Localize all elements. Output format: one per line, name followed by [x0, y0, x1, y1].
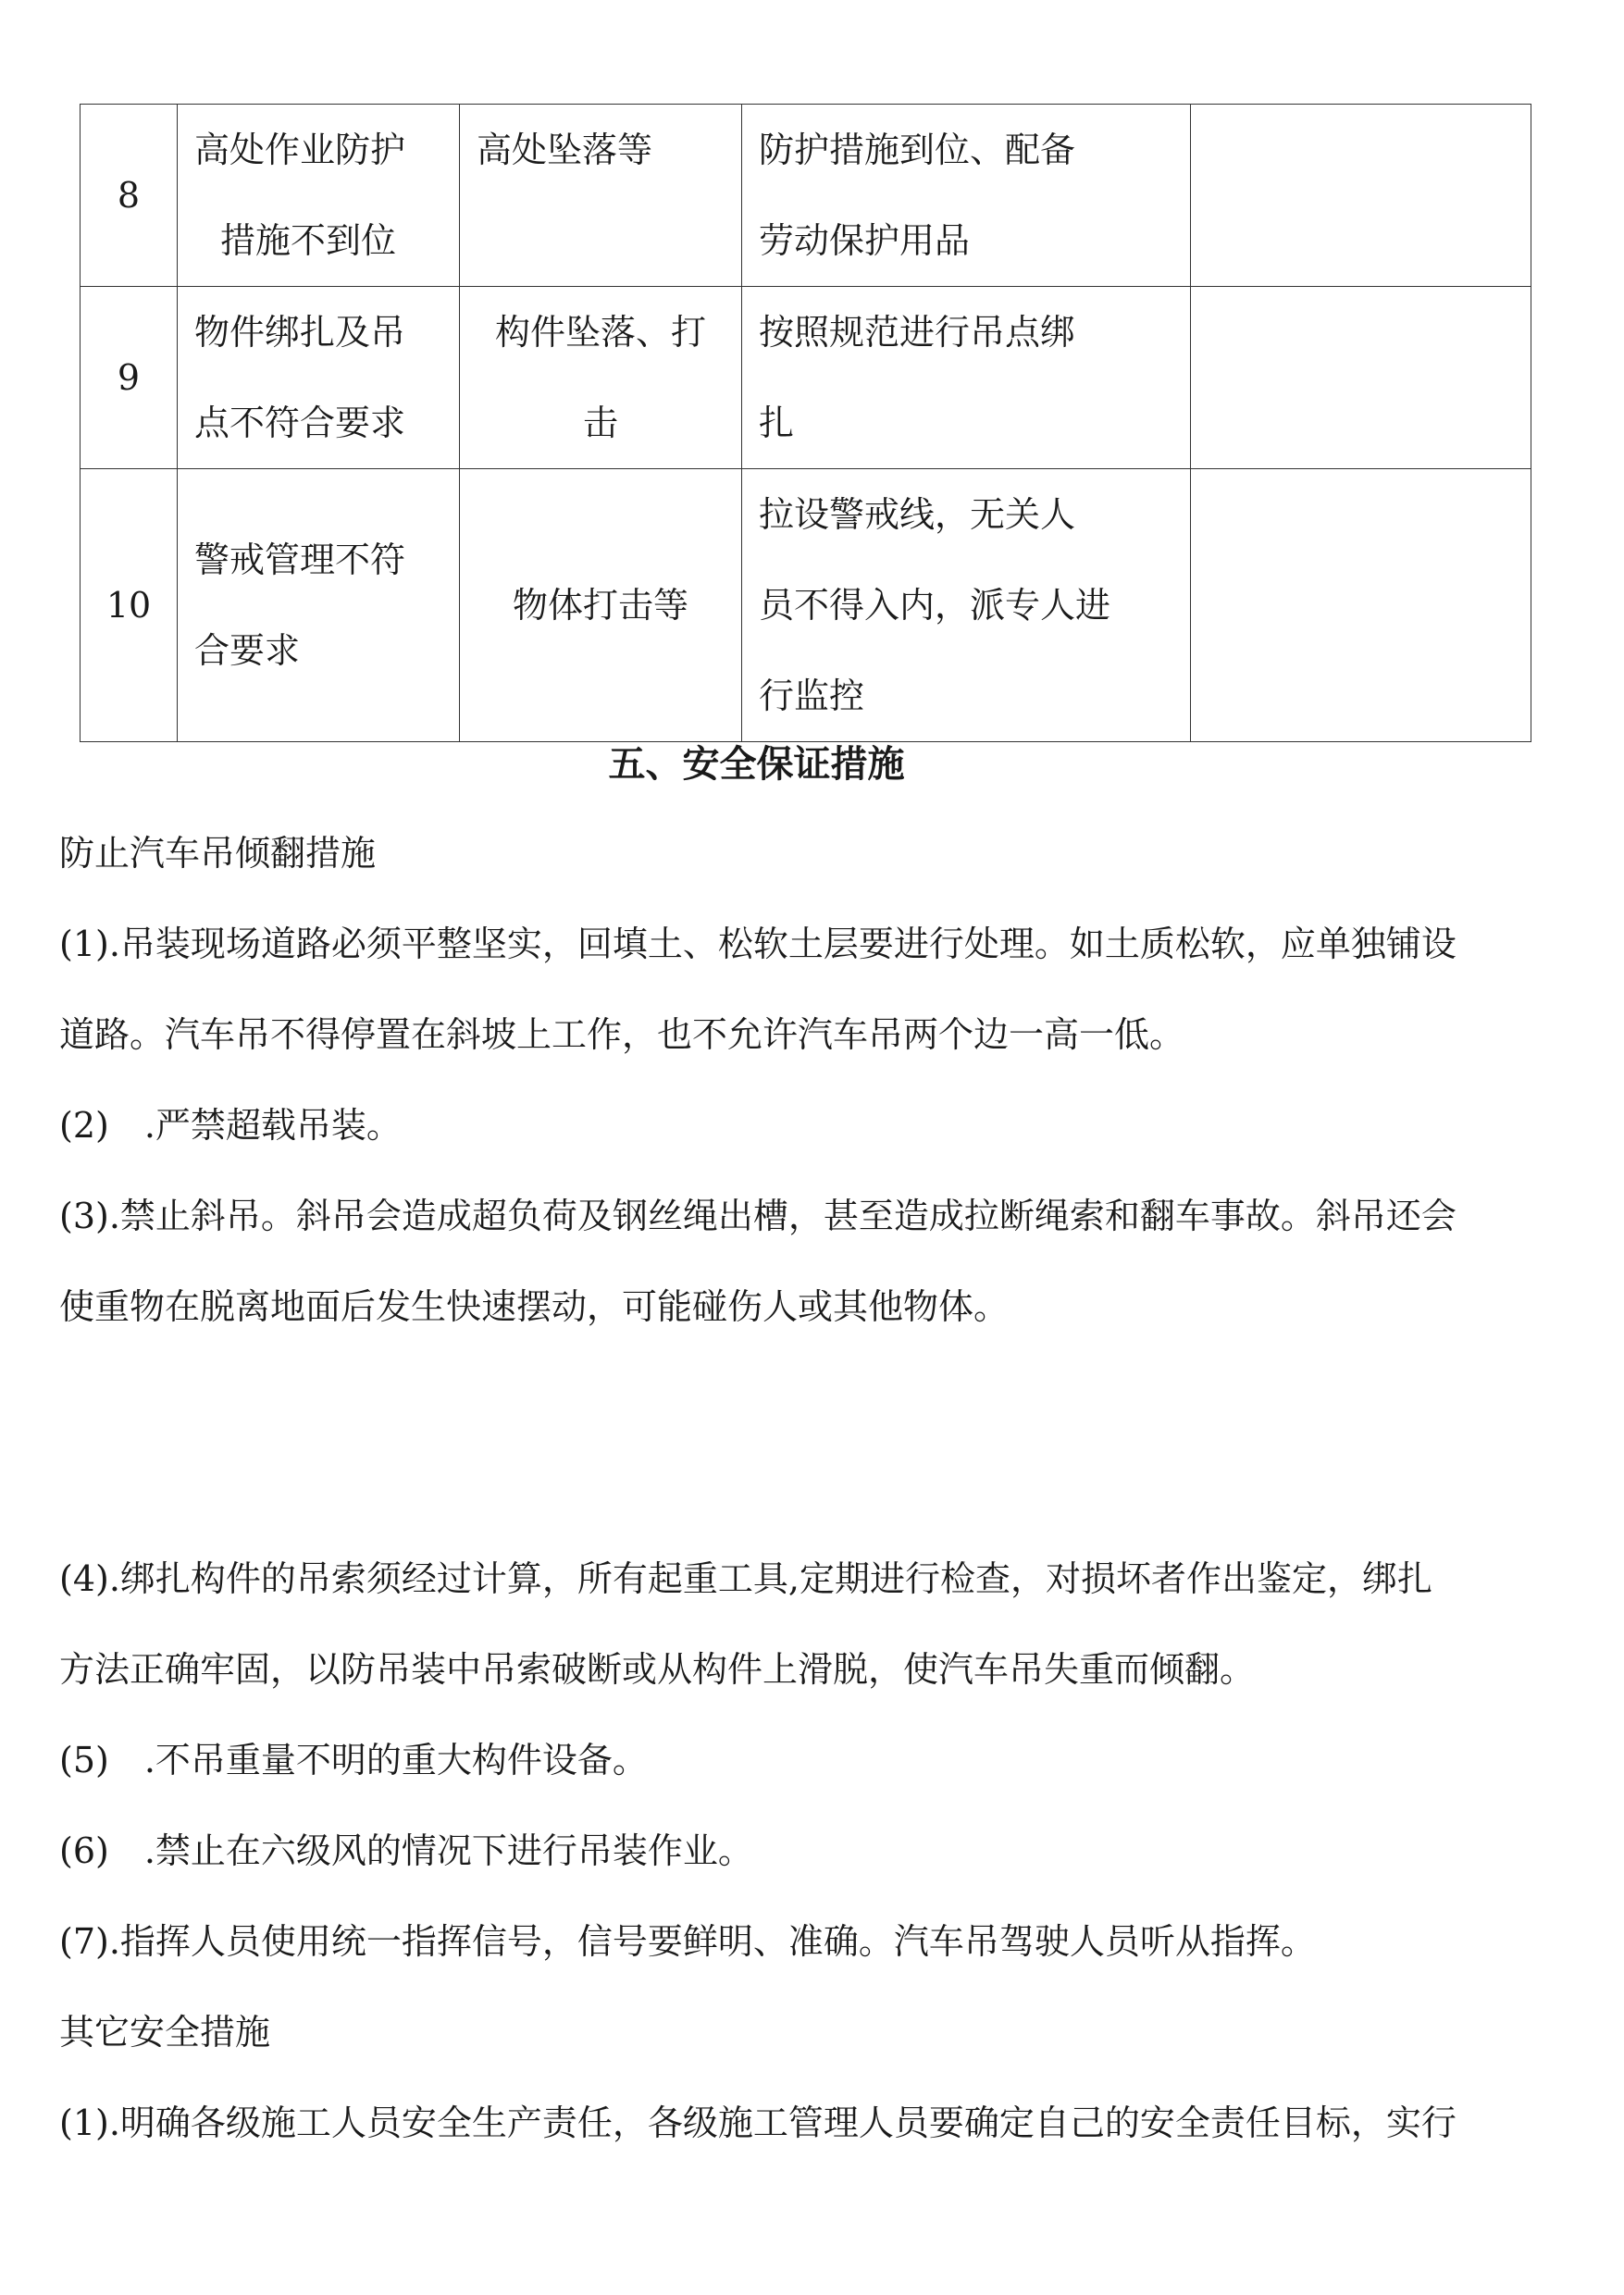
- measure-1-line-2: 道路。汽车吊不得停置在斜坡上工作，也不允许汽车吊两个边一高一低。: [59, 1014, 1185, 1055]
- measure-2: (2) .严禁超载吊装。: [59, 1105, 402, 1146]
- measure-4-line-1: (4).绑扎构件的吊索须经过计算，所有起重工具,定期进行检查，对损坏者作出鉴定，绑扎: [59, 1558, 1432, 1599]
- risk-type-line: 物体打击等: [512, 585, 688, 626]
- risk-type: [460, 469, 742, 742]
- measure-3-line-1: (3).禁止斜吊。斜吊会造成超负荷及钢丝绳出槽，甚至造成拉断绳索和翻车事故。斜吊还会: [59, 1196, 1457, 1236]
- subheading-other-measures: 其它安全措施: [59, 2012, 271, 2053]
- measure-5: (5) .不吊重量不明的重大构件设备。: [59, 1740, 648, 1780]
- row-number: 10: [81, 469, 178, 742]
- subheading-anti-overturn: 防止汽车吊倾翻措施: [59, 833, 377, 874]
- control-measure: [742, 287, 1191, 469]
- measure-4-line-2: 方法正确牢固，以防吊装中吊索破断或从构件上滑脱，使汽车吊失重而倾翻。: [59, 1649, 1256, 1690]
- control-measure-line: 劳动保护用品: [759, 220, 971, 261]
- control-measure-line: 防护措施到位、配备: [759, 130, 1076, 170]
- risk-type-line: 高处坠落等: [477, 130, 653, 170]
- table-row: [81, 469, 1531, 742]
- note-cell: [1191, 287, 1531, 469]
- row-number: 8: [81, 105, 178, 287]
- note-cell: [1191, 105, 1531, 287]
- control-measure-line: 行监控: [759, 676, 865, 716]
- table-row: [81, 287, 1531, 469]
- hazard-item-line: 合要求: [194, 630, 301, 671]
- control-measure-line: 按照规范进行吊点绑: [759, 312, 1076, 353]
- section-title: 五、安全保证措施: [608, 742, 905, 786]
- control-measure-line: 员不得入内，派专人进: [759, 585, 1111, 626]
- measure-6: (6) .禁止在六级风的情况下进行吊装作业。: [59, 1830, 753, 1871]
- risk-type: [460, 105, 742, 287]
- risk-type: [460, 287, 742, 469]
- note-cell: [1191, 469, 1531, 742]
- hazard-item: [178, 287, 460, 469]
- measure-3-line-2: 使重物在脱离地面后发生快速摆动，可能碰伤人或其他物体。: [59, 1286, 1010, 1327]
- risk-type-line: 击: [582, 403, 618, 443]
- table-row: [81, 105, 1531, 287]
- measure-7: (7).指挥人员使用统一指挥信号，信号要鲜明、准确。汽车吊驾驶人员听从指挥。: [59, 1921, 1316, 1962]
- hazard-item-line: 警戒管理不符: [194, 540, 406, 580]
- risk-type-line: 构件坠落、打: [494, 312, 706, 353]
- hazard-item-line: 高处作业防护: [194, 130, 406, 170]
- hazard-item-line: 物件绑扎及吊: [194, 312, 406, 353]
- control-measure-line: 拉设警戒线，无关人: [759, 494, 1076, 535]
- control-measure-line: 扎: [759, 403, 795, 443]
- row-number: 9: [81, 287, 178, 469]
- hazard-item-line: 点不符合要求: [194, 403, 406, 443]
- hazard-table: [80, 104, 1531, 742]
- control-measure: [742, 469, 1191, 742]
- hazard-item-line: 措施不到位: [220, 220, 397, 261]
- other-measure-1: (1).明确各级施工人员安全生产责任，各级施工管理人员要确定自己的安全责任目标，实行: [59, 2103, 1457, 2143]
- hazard-item: [178, 105, 460, 287]
- measure-1-line-1: (1).吊装现场道路必须平整坚实，回填土、松软土层要进行处理。如土质松软，应单独铺设: [59, 924, 1457, 964]
- hazard-item: [178, 469, 460, 742]
- control-measure: [742, 105, 1191, 287]
